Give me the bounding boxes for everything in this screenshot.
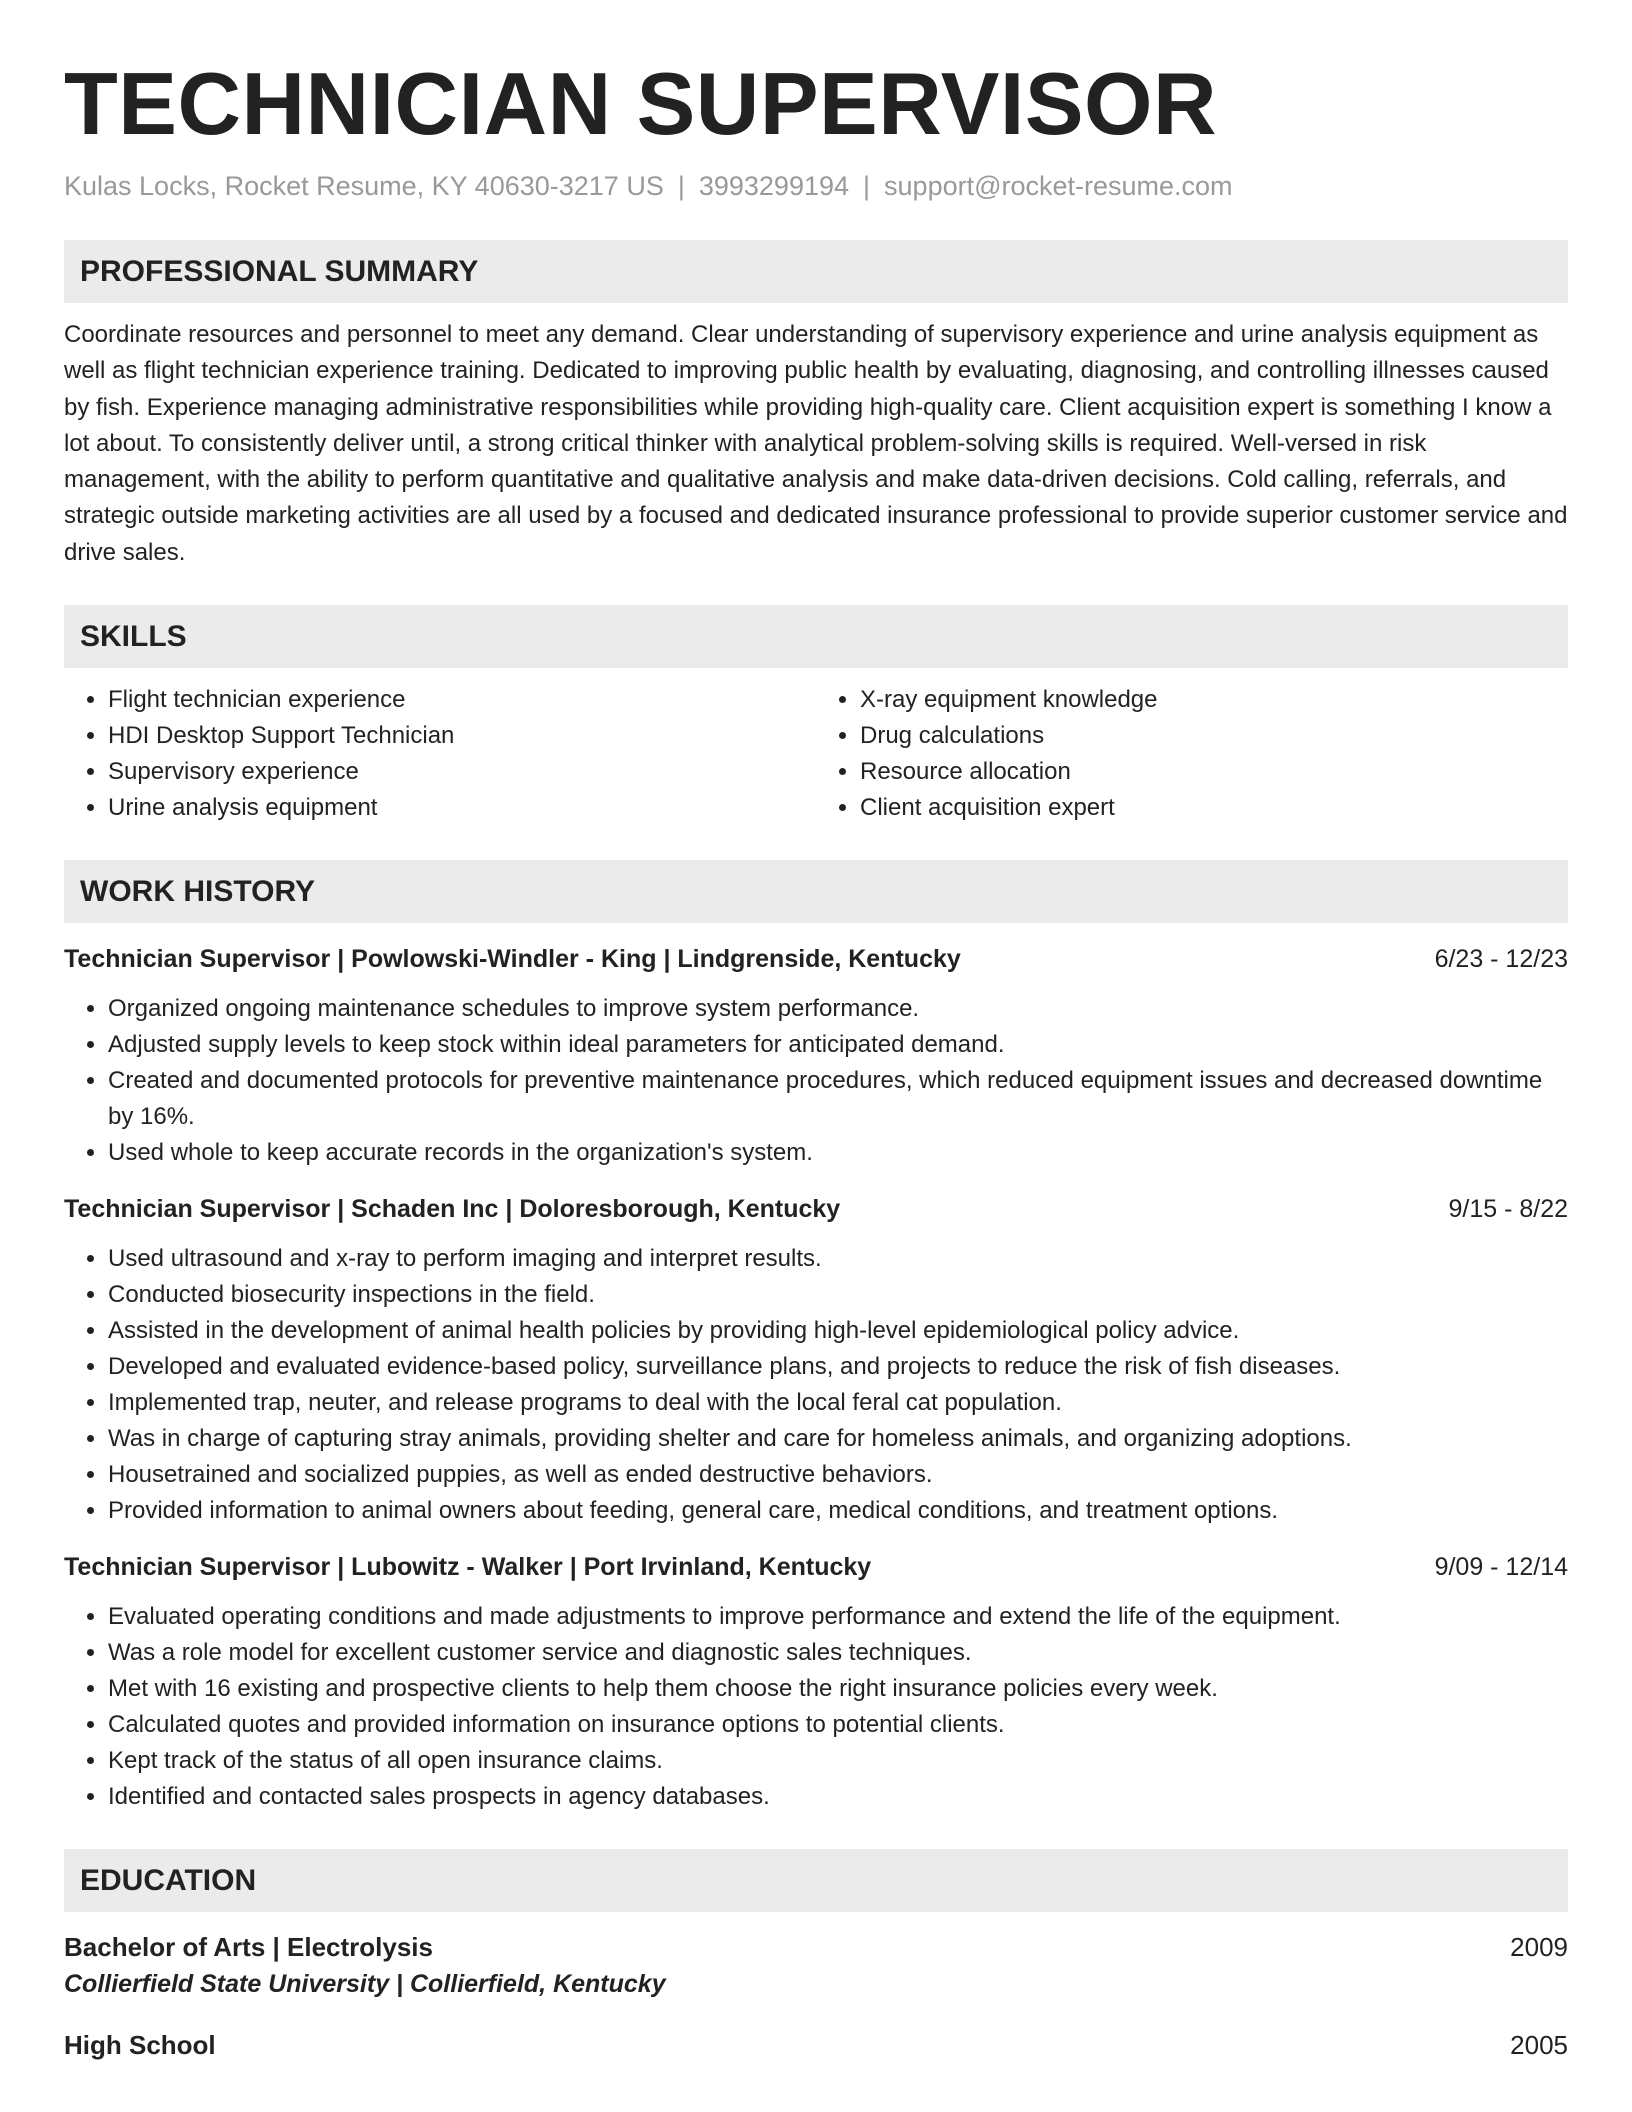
job-bullet: • Evaluated operating conditions and made adjustments to improve performance and extend the life of the equipment. [108, 1599, 1568, 1635]
job-bullets [64, 991, 1568, 1171]
skill-item: • Drug calculations [860, 718, 1568, 754]
job-bullet: • Organized ongoing maintenance schedules to improve system performance. [108, 991, 1568, 1027]
job-title: Technician Supervisor | Powlowski-Windler - King | Lindgrenside, Kentucky [64, 945, 961, 974]
job-bullet: • Met with 16 existing and prospective clients to help them choose the right insurance policies every week. [108, 1671, 1568, 1707]
education-school: Collierfield State University | Collierfield, Kentucky [64, 1970, 666, 1999]
job-header [64, 941, 1568, 977]
job-bullet: • Adjusted supply levels to keep stock within ideal parameters for anticipated demand. [108, 1027, 1568, 1063]
education-year: 2009 [1510, 1932, 1568, 1963]
skill-item: • X-ray equipment knowledge [860, 682, 1568, 718]
job-bullet: • Developed and evaluated evidence-based policy, surveillance plans, and projects to reduce the risk of fish diseases. [108, 1349, 1568, 1385]
education-header [64, 2026, 1568, 2064]
job-entry [64, 1549, 1568, 1815]
job-dates: 9/09 - 12/14 [1434, 1553, 1568, 1582]
skills-list [64, 682, 1568, 826]
skills-column-left [64, 682, 816, 826]
contact-address: Kulas Locks, Rocket Resume, KY 40630-3217 US [64, 171, 664, 201]
job-bullet: • Used whole to keep accurate records in the organization's system. [108, 1135, 1568, 1171]
education-degree: Bachelor of Arts | Electrolysis [64, 1932, 433, 1963]
summary-text: Coordinate resources and personnel to meet any demand. Clear understanding of supervisory experience and urine analysis equipment as well as flight technician experience training. Dedicated to improving public health by evaluating, diagnosing, and controlling illnesses caused by fish. Experience managing administrative responsibilities while providing high-quality care. Client acquisition expert is something I know a lot about. To consistently deliver until, a strong critical thinker with analytical problem-solving skills is required. Well-versed in risk management, with the ability to perform quantitative and qualitative analysis and make data-driven decisions. Cold calling, referrals, and strategic outside marketing activities are all used by a focused and dedicated insurance professional to provide superior customer service and drive sales. [64, 321, 1568, 566]
education-heading: EDUCATION [64, 1849, 1568, 1912]
skill-item: • Client acquisition expert [860, 790, 1568, 826]
job-bullet: • Identified and contacted sales prospects in agency databases. [108, 1779, 1568, 1815]
skills-column-right [816, 682, 1568, 826]
contact-email: support@rocket-resume.com [884, 171, 1233, 201]
job-header [64, 1191, 1568, 1227]
skill-item: • Flight technician experience [108, 682, 816, 718]
job-bullet: • Assisted in the development of animal health policies by providing high-level epidemiological policy advice. [108, 1313, 1568, 1349]
job-dates: 6/23 - 12/23 [1434, 945, 1568, 974]
resume-name: TECHNICIAN SUPERVISOR [64, 54, 1218, 153]
job-bullets [64, 1241, 1568, 1529]
job-dates: 9/15 - 8/22 [1448, 1195, 1568, 1224]
job-bullet: • Conducted biosecurity inspections in the field. [108, 1277, 1568, 1313]
job-bullet: • Was a role model for excellent customer service and diagnostic sales techniques. [108, 1635, 1568, 1671]
work-history-heading: WORK HISTORY [64, 860, 1568, 923]
job-header [64, 1549, 1568, 1585]
job-bullet: • Created and documented protocols for preventive maintenance procedures, which reduced equipment issues and decreased downtime by 16%. [108, 1063, 1568, 1135]
skill-item: • Urine analysis equipment [108, 790, 816, 826]
skill-item: • Resource allocation [860, 754, 1568, 790]
contact-phone: 3993299194 [698, 171, 850, 201]
education-header [64, 1928, 1568, 1966]
job-bullet: • Was in charge of capturing stray animals, providing shelter and care for homeless animals, and organizing adoptions. [108, 1421, 1568, 1457]
job-bullet: • Provided information to animal owners about feeding, general care, medical conditions, and treatment options. [108, 1493, 1568, 1529]
job-bullet: • Kept track of the status of all open insurance claims. [108, 1743, 1568, 1779]
job-entry [64, 941, 1568, 1171]
education-entry [64, 2026, 1568, 2064]
contact-separator: | [863, 171, 871, 201]
skills-heading: SKILLS [64, 605, 1568, 668]
education-entry [64, 1928, 1568, 2002]
skill-item: • Supervisory experience [108, 754, 816, 790]
summary-heading: PROFESSIONAL SUMMARY [64, 240, 1568, 303]
contact-line [64, 166, 1568, 206]
job-bullet: • Implemented trap, neuter, and release programs to deal with the local feral cat population. [108, 1385, 1568, 1421]
job-entry [64, 1191, 1568, 1529]
education-degree: High School [64, 2030, 216, 2061]
job-bullet: • Used ultrasound and x-ray to perform imaging and interpret results. [108, 1241, 1568, 1277]
job-bullet: • Housetrained and socialized puppies, as well as ended destructive behaviors. [108, 1457, 1568, 1493]
job-bullets [64, 1599, 1568, 1815]
job-title: Technician Supervisor | Schaden Inc | Doloresborough, Kentucky [64, 1195, 841, 1224]
education-year: 2005 [1510, 2030, 1568, 2061]
contact-separator: | [677, 171, 685, 201]
job-bullet: • Calculated quotes and provided information on insurance options to potential clients. [108, 1707, 1568, 1743]
skill-item: • HDI Desktop Support Technician [108, 718, 816, 754]
job-title: Technician Supervisor | Lubowitz - Walker | Port Irvinland, Kentucky [64, 1553, 872, 1582]
